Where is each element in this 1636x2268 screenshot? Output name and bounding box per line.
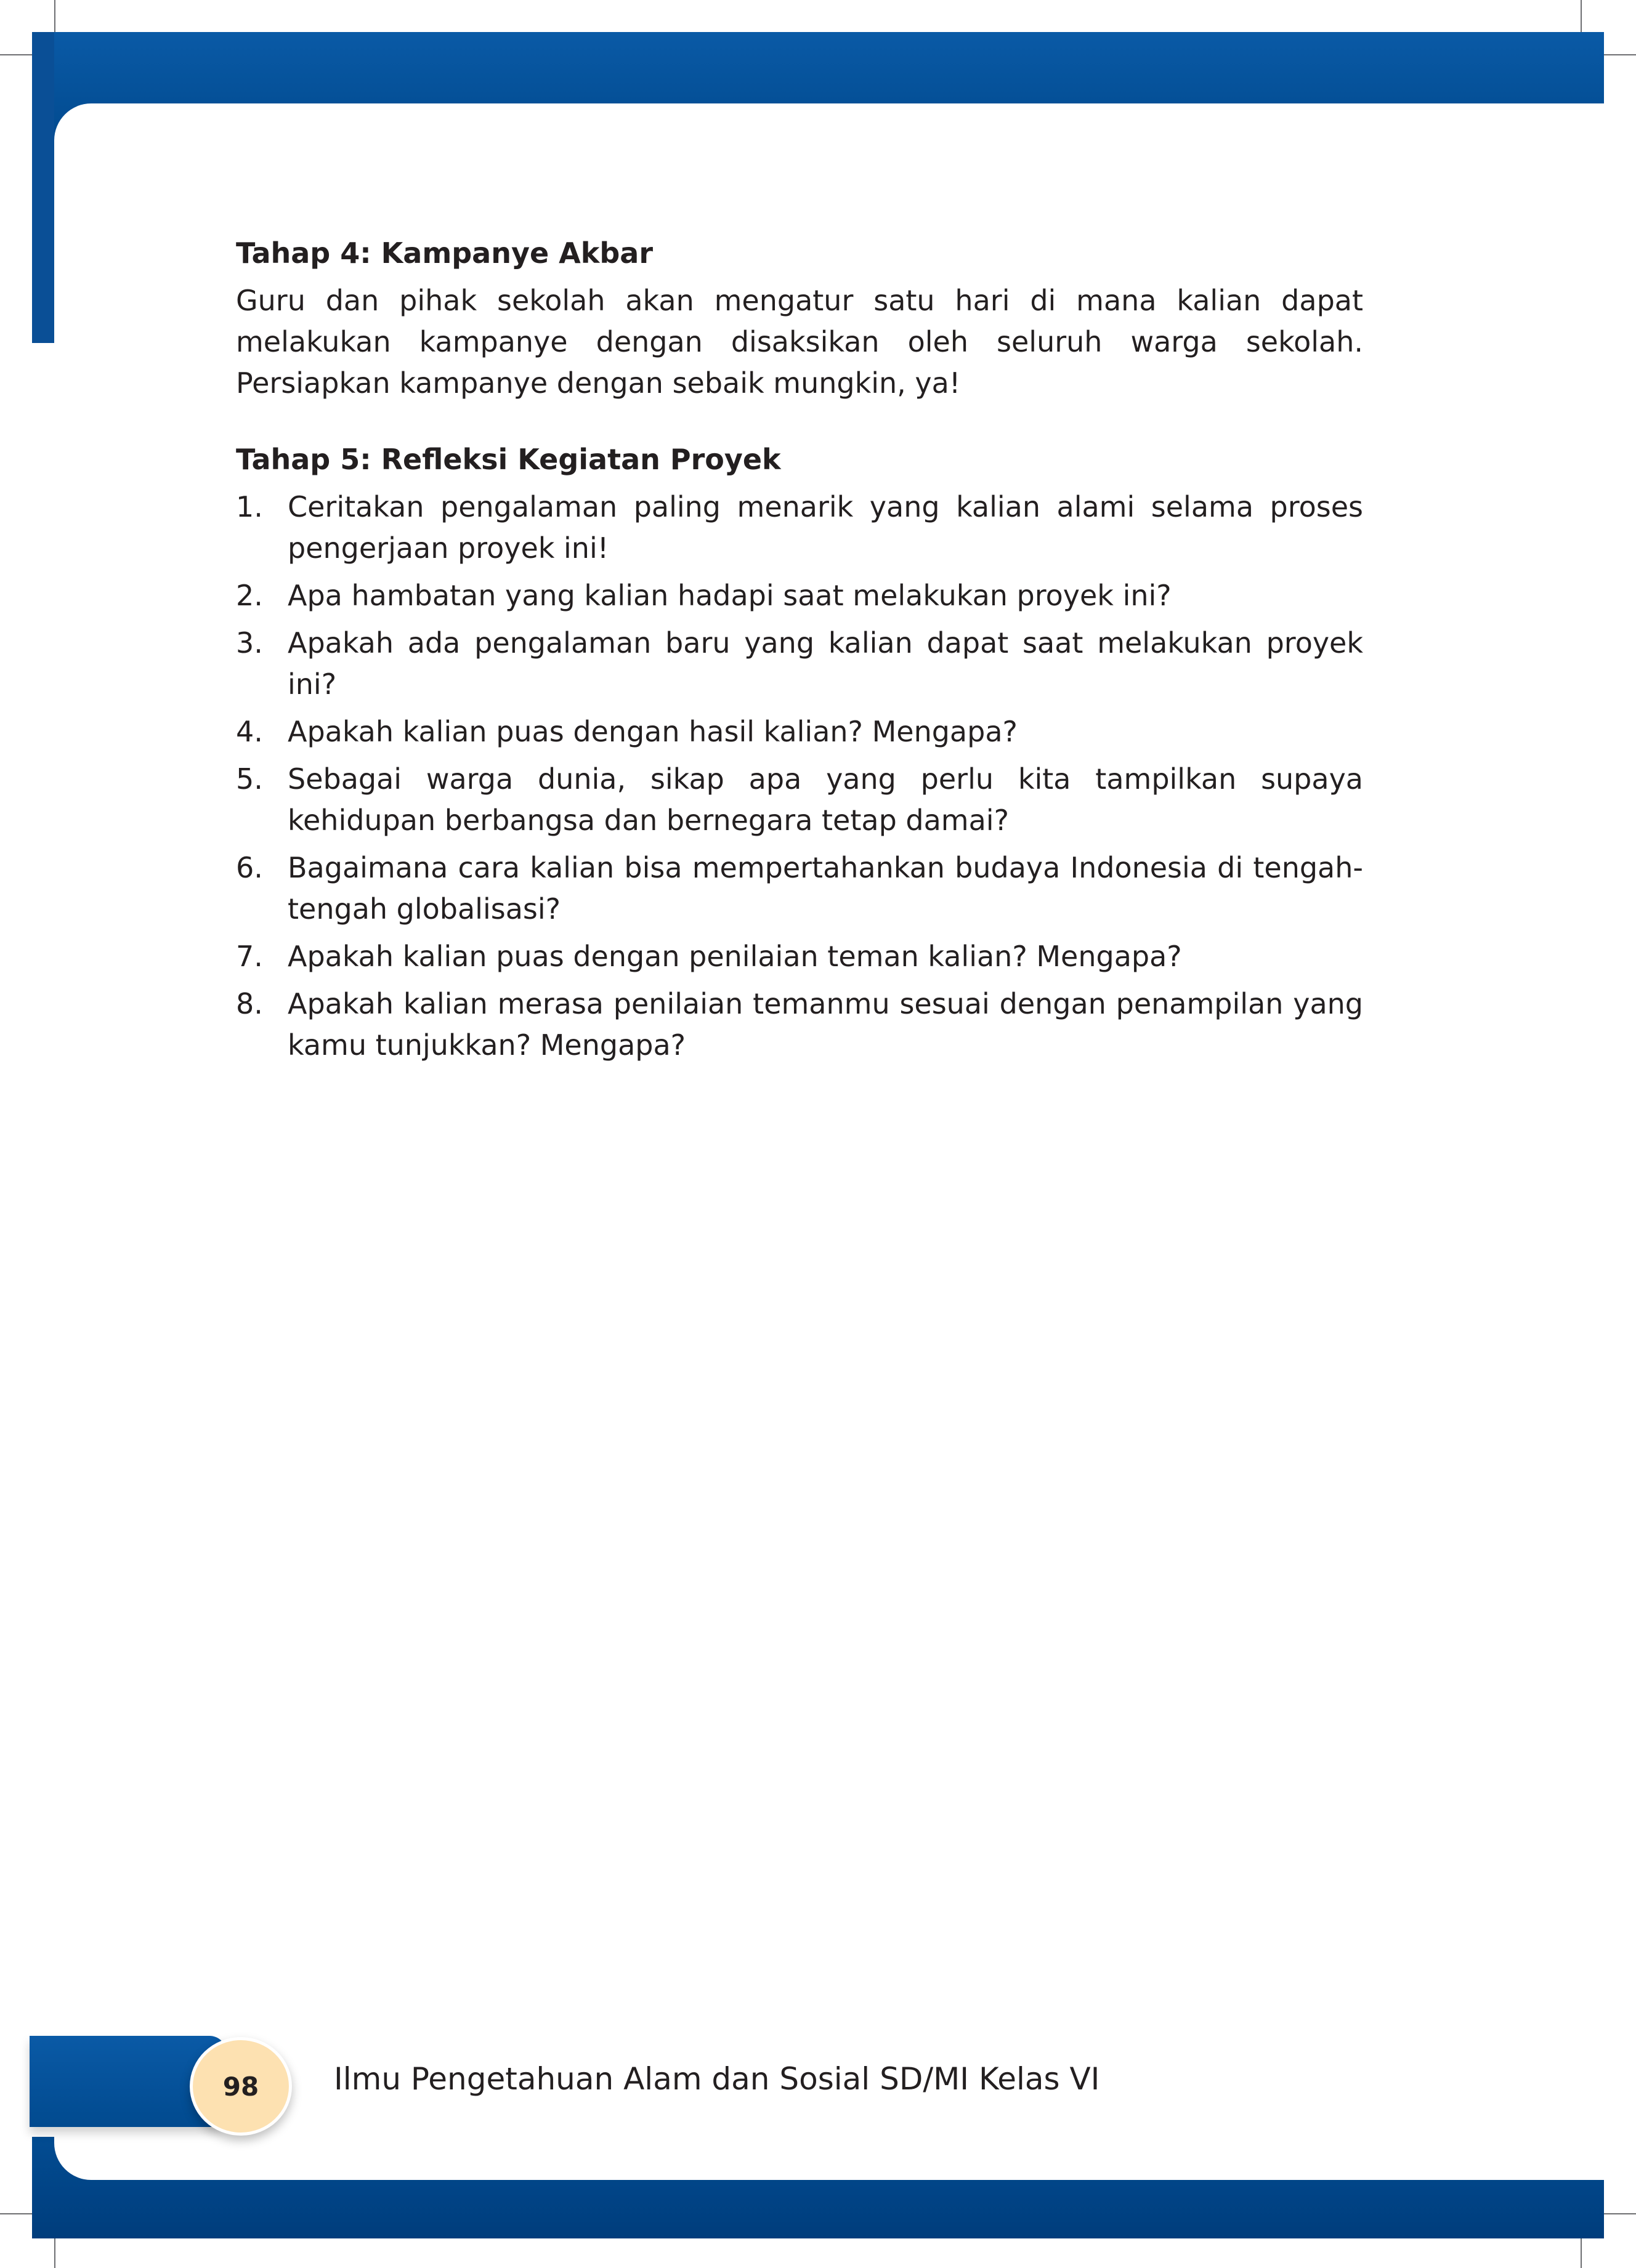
list-item [236,711,1363,753]
page-frame-left-strip [32,32,54,343]
list-item-text: Apakah kalian puas dengan penilaian teman kalian? Mengapa? [288,940,1182,973]
crop-mark [1581,0,1582,36]
list-item-text: Apa hambatan yang kalian hadapi saat melakukan proyek ini? [288,579,1172,612]
list-item [236,759,1363,841]
section-4-heading: Tahap 4: Kampanye Akbar [236,236,654,270]
list-item [236,575,1363,616]
list-item [236,983,1363,1066]
page-number: 98 [222,2071,259,2102]
list-item-text: Apakah ada pengalaman baru yang kalian dapat saat melakukan proyek ini? [288,626,1363,701]
page-number-badge [190,2037,292,2136]
list-item-number: 1. [236,490,263,523]
list-item-number: 4. [236,715,263,748]
crop-mark [1600,54,1636,55]
crop-mark [1600,2213,1636,2214]
book-title: Ilmu Pengetahuan Alam dan Sosial SD/MI Kelas VI [334,2061,1100,2097]
list-item [236,623,1363,705]
list-item [236,936,1363,977]
list-item-number: 6. [236,851,263,884]
section-4-paragraph: Guru dan pihak sekolah akan mengatur satu hari di mana kalian dapat melakukan kampanye dengan disaksikan oleh seluruh warga sekolah. Persiapkan kampanye dengan sebaik mungkin, ya! [236,284,1363,400]
crop-mark [54,0,55,36]
list-item-number: 2. [236,579,263,612]
list-item-number: 5. [236,762,263,796]
list-item-number: 8. [236,987,263,1020]
reflection-list [236,486,1363,1066]
list-item [236,486,1363,569]
list-item-text: Apakah kalian merasa penilaian temanmu sesuai dengan penampilan yang kamu tunjukkan? Mengapa? [288,987,1363,1062]
list-item-number: 7. [236,940,263,973]
list-item-text: Bagaimana cara kalian bisa mempertahankan budaya Indonesia di tengah-tengah globalisasi? [288,851,1363,926]
section-5-heading: Tahap 5: Refleksi Kegiatan Proyek [236,443,781,476]
list-item-text: Apakah kalian puas dengan hasil kalian? Mengapa? [288,715,1018,748]
list-item-text: Ceritakan pengalaman paling menarik yang kalian alami selama proses pengerjaan proyek ini! [288,490,1363,565]
crop-mark [0,54,36,55]
list-item [236,847,1363,930]
page-content [236,233,1363,1072]
crop-mark [0,2213,36,2214]
list-item-number: 3. [236,626,263,660]
list-item-text: Sebagai warga dunia, sikap apa yang perlu kita tampilkan supaya kehidupan berbangsa dan bernegara tetap damai? [288,762,1363,837]
